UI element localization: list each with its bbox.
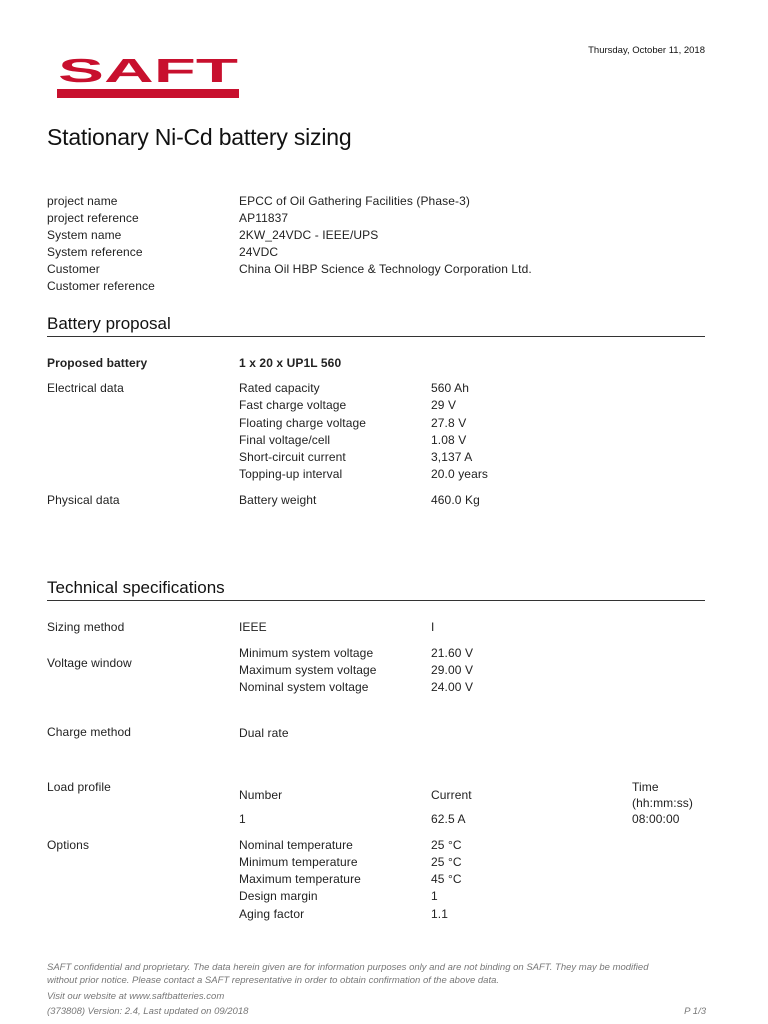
footer-version: (373808) Version: 2.4, Last updated on 09/2018 xyxy=(47,1006,249,1017)
document-date: Thursday, October 11, 2018 xyxy=(588,45,705,56)
load-header-time-format: (hh:mm:ss) xyxy=(632,796,693,810)
spec-name: Design margin xyxy=(239,889,318,903)
electrical-data-label: Electrical data xyxy=(47,381,124,395)
sizing-method-value: IEEE xyxy=(239,620,267,634)
charge-method-label: Charge method xyxy=(47,725,132,739)
battery-proposal-heading: Battery proposal xyxy=(47,314,171,333)
spec-name: Aging factor xyxy=(239,907,305,921)
load-profile-label: Load profile xyxy=(47,780,111,794)
spec-name: Maximum temperature xyxy=(239,872,361,886)
charge-method-value: Dual rate xyxy=(239,726,289,740)
spec-value: 3,137 A xyxy=(431,450,473,464)
section-divider xyxy=(47,600,705,601)
spec-name: Minimum temperature xyxy=(239,855,358,869)
spec-value: 460.0 Kg xyxy=(431,493,480,507)
spec-value: 21.60 V xyxy=(431,646,474,660)
spec-value: 25 °C xyxy=(431,838,462,852)
spec-name: Topping-up interval xyxy=(239,467,343,481)
customer-label: Customer xyxy=(47,262,100,276)
spec-value: 1.1 xyxy=(431,907,448,921)
system-name-value: 2KW_24VDC - IEEE/UPS xyxy=(239,228,379,242)
spec-name: Nominal temperature xyxy=(239,838,353,852)
saft-logo xyxy=(57,52,239,100)
system-name-label: System name xyxy=(47,228,122,242)
project-name-value: EPCC of Oil Gathering Facilities (Phase-3) xyxy=(239,194,470,208)
spec-value: 25 °C xyxy=(431,855,462,869)
sizing-method-extra: I xyxy=(431,620,435,634)
spec-name: Fast charge voltage xyxy=(239,398,347,412)
footer-website: Visit our website at www.saftbatteries.com xyxy=(47,991,225,1002)
spec-value: 1 xyxy=(431,889,438,903)
load-header-current: Current xyxy=(431,788,472,802)
footer-disclaimer-line2: without prior notice. Please contact a SAFT representative in order to obtain confirmation of the above data. xyxy=(47,975,500,986)
spec-name: Final voltage/cell xyxy=(239,433,331,447)
spec-name: Minimum system voltage xyxy=(239,646,374,660)
customer-value: China Oil HBP Science & Technology Corporation Ltd. xyxy=(239,262,532,276)
load-header-number: Number xyxy=(239,788,283,802)
physical-data-label: Physical data xyxy=(47,493,120,507)
spec-name: Short-circuit current xyxy=(239,450,346,464)
options-label: Options xyxy=(47,838,90,852)
spec-value: 1.08 V xyxy=(431,433,467,447)
spec-name: Nominal system voltage xyxy=(239,680,369,694)
spec-name: Maximum system voltage xyxy=(239,663,377,677)
page-title: Stationary Ni-Cd battery sizing xyxy=(47,124,352,150)
load-header-time: Time xyxy=(632,780,659,794)
saft-logo-graphic xyxy=(57,52,239,100)
proposed-battery-value: 1 x 20 x UP1L 560 xyxy=(239,356,342,370)
project-reference-value: AP11837 xyxy=(239,211,289,225)
spec-name: Rated capacity xyxy=(239,381,320,395)
logo-wordmark: SAFT xyxy=(58,52,238,89)
spec-value: 45 °C xyxy=(431,872,462,886)
spec-value: 560 Ah xyxy=(431,381,469,395)
logo-underline-bar xyxy=(57,89,239,98)
proposed-battery-label: Proposed battery xyxy=(47,356,148,370)
spec-value: 20.0 years xyxy=(431,467,489,481)
project-name-label: project name xyxy=(47,194,118,208)
technical-specifications-heading: Technical specifications xyxy=(47,578,225,597)
page-number: P 1/3 xyxy=(684,1006,706,1017)
spec-value: 29.00 V xyxy=(431,663,474,677)
load-row-time: 08:00:00 xyxy=(632,812,680,826)
system-reference-label: System reference xyxy=(47,245,143,259)
spec-value: 27.8 V xyxy=(431,416,467,430)
load-row-number: 1 xyxy=(239,812,246,826)
spec-name: Floating charge voltage xyxy=(239,416,367,430)
sizing-method-label: Sizing method xyxy=(47,620,125,634)
spec-value: 29 V xyxy=(431,398,457,412)
spec-name: Battery weight xyxy=(239,493,317,507)
system-reference-value: 24VDC xyxy=(239,245,279,259)
section-divider xyxy=(47,336,705,337)
footer-disclaimer-line1: SAFT confidential and proprietary. The data herein given are for information purposes only and are not binding on SAFT. They may be modified xyxy=(47,962,649,973)
spec-value: 24.00 V xyxy=(431,680,474,694)
customer-reference-label: Customer reference xyxy=(47,279,155,293)
load-row-current: 62.5 A xyxy=(431,812,466,826)
voltage-window-label: Voltage window xyxy=(47,656,132,670)
project-reference-label: project reference xyxy=(47,211,139,225)
